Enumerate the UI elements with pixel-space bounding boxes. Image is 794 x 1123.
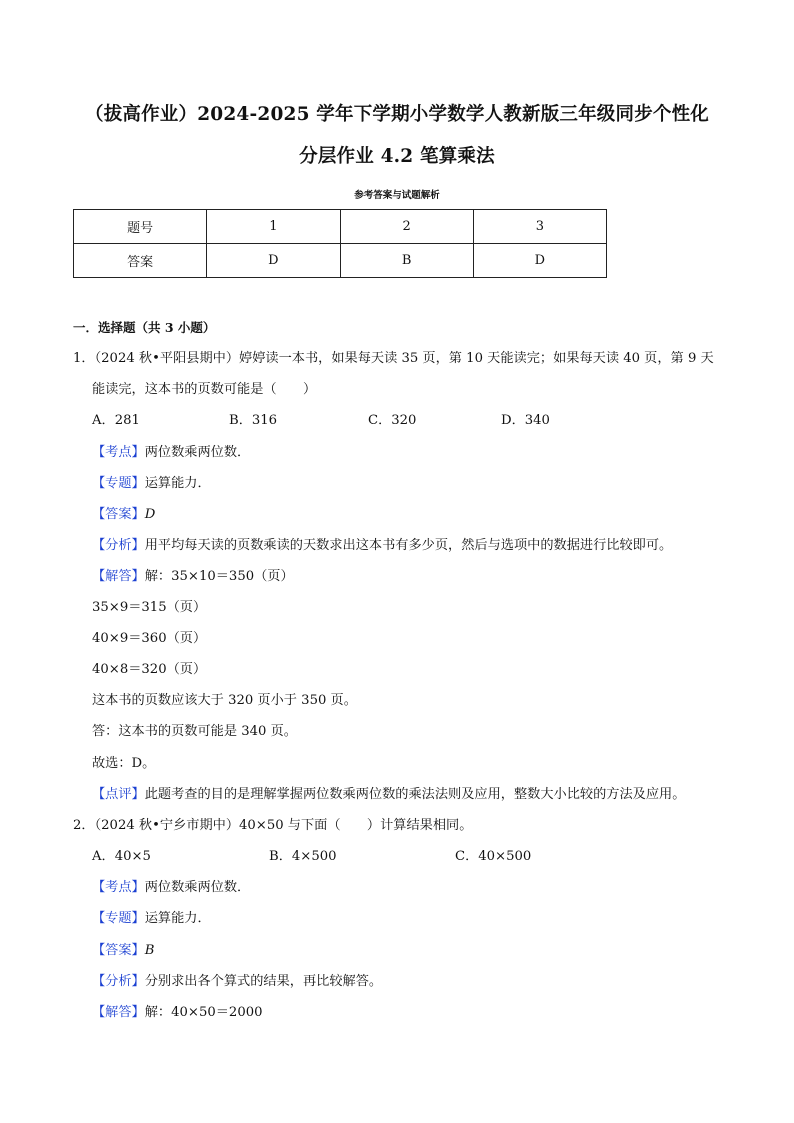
q1-fenxi: [92, 536, 672, 556]
q1-daan-text: D: [144, 507, 156, 522]
q1-option-b: B．316: [229, 413, 278, 428]
kaodian-label: 【考点】: [92, 445, 145, 460]
zhuanti-label: 【专题】: [92, 476, 145, 491]
q1-step: 35×9＝315（页）: [92, 600, 207, 615]
q1-zhuanti: [92, 474, 211, 494]
q2-fenxi-text: 分别求出各个算式的结果，再比较解答。: [144, 974, 383, 989]
q2-zhuanti-text: 运算能力．: [144, 911, 211, 926]
document-title-line2: 分层作业 4.2 笔算乘法: [299, 146, 495, 167]
q2-option-b: B．4×500: [269, 849, 337, 864]
dianping-label: 【点评】: [92, 787, 145, 802]
q1-step: 40×9＝360（页）: [92, 631, 207, 646]
q1-zhuanti-text: 运算能力．: [144, 476, 211, 491]
q1-option-c: C．320: [368, 413, 417, 428]
q1-kaodian: [92, 443, 250, 463]
q1-step: 40×8＝320（页）: [92, 662, 207, 677]
q1-option-a: A．281: [92, 413, 140, 428]
q1-jieda: [92, 567, 294, 587]
answer-table-answer-row: [74, 244, 607, 278]
daan-label: 【答案】: [92, 943, 145, 958]
q2-fenxi: [92, 972, 382, 992]
q1-stem-line1: 1．（2024 秋•平阳县期中）婷婷读一本书，如果每天读 35 页，第 10 天能读完；如果每天读 40 页，第 9 天: [73, 351, 714, 366]
kaodian-label: 【考点】: [92, 880, 145, 895]
table-cell: D: [473, 244, 606, 278]
q2-daan-text: B: [144, 943, 155, 958]
daan-label: 【答案】: [92, 507, 145, 522]
q1-stem-line2: 能读完，这本书的页数可能是（ ）: [92, 382, 317, 397]
answer-table-header-row: [74, 210, 607, 244]
table-cell: 2: [340, 210, 473, 244]
fenxi-label: 【分析】: [92, 538, 145, 553]
q2-zhuanti: [92, 909, 211, 929]
q1-jieda-text: 解：35×10＝350（页）: [144, 569, 294, 584]
q1-step: 答：这本书的页数可能是 340 页。: [92, 724, 297, 739]
document-subtitle: 参考答案与试题解析: [354, 190, 440, 201]
q1-kaodian-text: 两位数乘两位数．: [144, 445, 251, 460]
q1-step: 故选：D。: [92, 756, 156, 771]
q1-option-d: D．340: [501, 413, 550, 428]
q1-step: 这本书的页数应该大于 320 页小于 350 页。: [92, 693, 357, 708]
q2-kaodian: [92, 878, 250, 898]
jieda-label: 【解答】: [92, 569, 145, 584]
q2-daan: [92, 941, 154, 961]
zhuanti-label: 【专题】: [92, 911, 145, 926]
q1-dianping: [92, 785, 685, 805]
table-cell: D: [207, 244, 340, 278]
table-cell: 答案: [74, 244, 207, 278]
q1-dianping-text: 此题考查的目的是理解掌握两位数乘两位数的乘法法则及应用，整数大小比较的方法及应用。: [144, 787, 686, 802]
q2-option-c: C．40×500: [455, 849, 532, 864]
fenxi-label: 【分析】: [92, 974, 145, 989]
q2-kaodian-text: 两位数乘两位数．: [144, 880, 251, 895]
section-heading: 一．选择题（共 3 小题）: [73, 320, 216, 335]
q2-jieda: [92, 1003, 262, 1023]
table-cell: B: [340, 244, 473, 278]
q2-option-a: A．40×5: [92, 849, 151, 864]
q2-stem: 2．（2024 秋•宁乡市期中）40×50 与下面（ ）计算结果相同。: [73, 818, 473, 833]
q2-jieda-text: 解：40×50＝2000: [144, 1005, 263, 1020]
table-cell: 题号: [74, 210, 207, 244]
table-cell: 1: [207, 210, 340, 244]
q1-fenxi-text: 用平均每天读的页数乘读的天数求出这本书有多少页，然后与选项中的数据进行比较即可。: [144, 538, 673, 553]
jieda-label: 【解答】: [92, 1005, 145, 1020]
document-title-line1: （拔高作业）2024-2025 学年下学期小学数学人教新版三年级同步个性化: [85, 104, 709, 125]
table-cell: 3: [473, 210, 606, 244]
q1-daan: [92, 505, 155, 525]
answer-table: [73, 209, 607, 278]
